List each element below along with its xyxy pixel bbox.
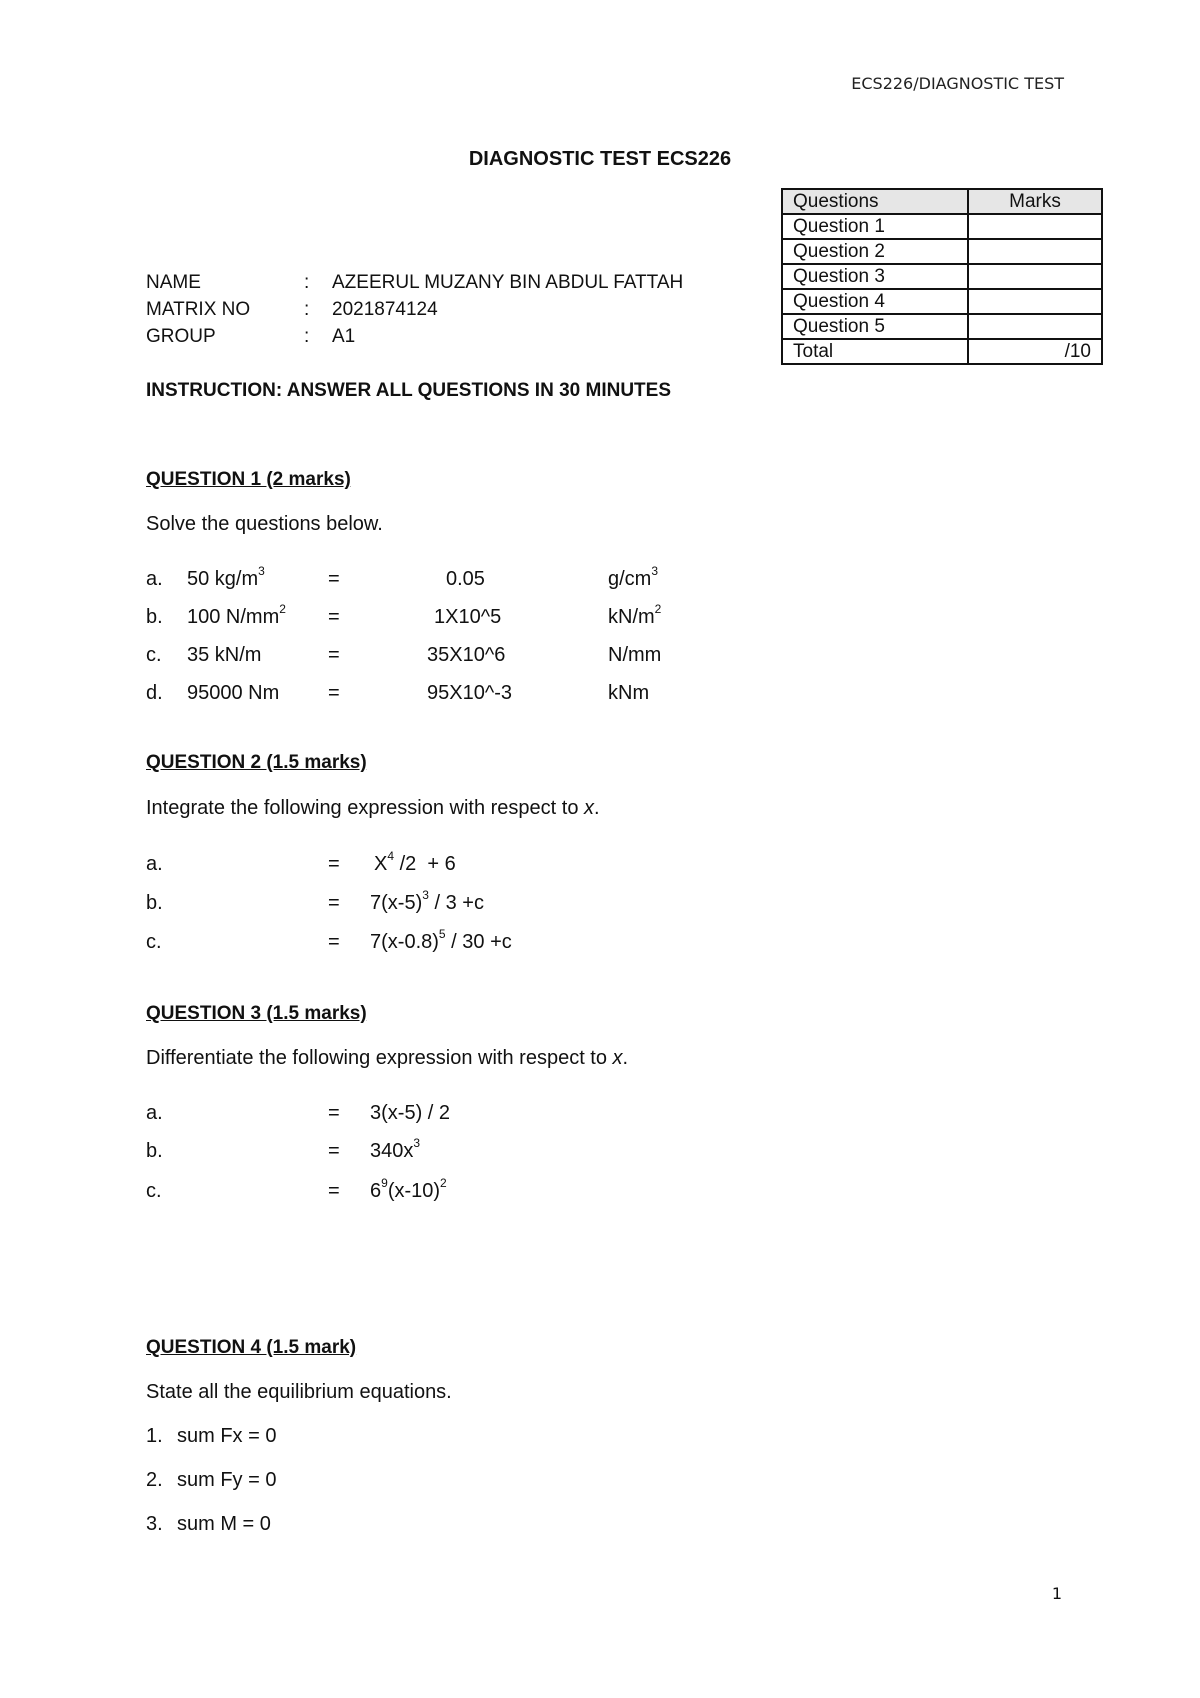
item-answer: $340x^3$ — [370, 1136, 421, 1162]
item-number: 2. — [146, 1469, 163, 1491]
item-answer: $6^9(x-10)^2$ — [370, 1176, 447, 1202]
q4-heading: QUESTION 4 (1.5 mark) — [146, 1337, 357, 1358]
q3-heading: QUESTION 3 (1.5 marks) — [146, 1003, 367, 1024]
item-lhs: 50 $kg/m^3$ — [187, 564, 265, 590]
marks-header: Marks — [968, 189, 1102, 214]
mark-cell — [968, 264, 1102, 289]
item-letter: c. — [146, 1180, 162, 1202]
item-lhs: 95000 Nm — [187, 682, 280, 704]
item-lhs: 35 kN/m — [187, 644, 262, 666]
mark-cell — [968, 289, 1102, 314]
item-unit: N/mm — [608, 644, 662, 666]
item-unit: $kN/m^2$ — [608, 602, 662, 628]
q2-heading: QUESTION 2 (1.5 marks) — [146, 752, 367, 773]
item-equals: = — [328, 682, 340, 704]
item-equals: = — [328, 568, 340, 590]
item-letter: b. — [146, 606, 163, 628]
table-row — [782, 314, 1102, 339]
name-colon: : — [304, 272, 310, 293]
total-value: /10 — [968, 339, 1102, 364]
mark-cell — [968, 314, 1102, 339]
item-unit: kNm — [608, 682, 650, 704]
item-answer: $7(x-0.8)^5 / 30 +c$ — [370, 927, 512, 953]
item-unit: $g/cm^3$ — [608, 564, 659, 590]
item-equals: = — [328, 644, 340, 666]
item-text: sum Fy = 0 — [177, 1469, 277, 1491]
table-row — [782, 264, 1102, 289]
question-cell: Question 3 — [782, 264, 968, 289]
item-letter: b. — [146, 1140, 163, 1162]
item-answer: 1X10^5 — [434, 606, 502, 628]
group-label: GROUP — [146, 326, 216, 347]
page-header: ECS226/DIAGNOSTIC TEST — [851, 74, 1064, 93]
item-equals: = — [328, 606, 340, 628]
mark-cell — [968, 239, 1102, 264]
total-row — [782, 339, 1102, 364]
q1-heading: QUESTION 1 (2 marks) — [146, 469, 351, 490]
name-value: AZEERUL MUZANY BIN ABDUL FATTAH — [332, 272, 684, 293]
item-equals: = — [328, 853, 340, 875]
item-answer: $7(x-5)^3 / 3 +c$ — [370, 888, 484, 914]
q1-prompt: Solve the questions below. — [146, 513, 383, 535]
table-row — [782, 239, 1102, 264]
question-cell: Question 5 — [782, 314, 968, 339]
marks-table-header — [782, 189, 1102, 214]
item-number: 1. — [146, 1425, 163, 1447]
item-equals: = — [328, 1102, 340, 1124]
item-letter: a. — [146, 1102, 163, 1124]
item-letter: d. — [146, 682, 163, 704]
q3-prompt: Differentiate the following expression with respect to x. — [146, 1047, 629, 1069]
item-answer: $X^4$ /2 + 6 — [374, 849, 456, 875]
question-cell: Question 1 — [782, 214, 968, 239]
page-number: 1 — [1051, 1584, 1062, 1603]
document-title: DIAGNOSTIC TEST ECS226 — [468, 148, 732, 170]
name-label: NAME — [146, 272, 201, 293]
marks-table — [781, 188, 1103, 365]
item-text: sum M = 0 — [177, 1513, 271, 1535]
q2-prompt: Integrate the following expression with respect to x. — [146, 797, 600, 819]
matrix-value: 2021874124 — [332, 299, 438, 320]
matrix-colon: : — [304, 299, 310, 320]
item-answer: 35X10^6 — [427, 644, 506, 666]
table-row — [782, 289, 1102, 314]
table-row — [782, 214, 1102, 239]
item-answer: 3(x-5) / 2 — [370, 1102, 451, 1124]
item-letter: a. — [146, 568, 163, 590]
group-colon: : — [304, 326, 310, 347]
questions-header: Questions — [782, 189, 968, 214]
item-letter: b. — [146, 892, 163, 914]
total-label: Total — [782, 339, 968, 364]
matrix-label: MATRIX NO — [146, 299, 251, 320]
item-answer: 0.05 — [446, 568, 485, 590]
question-cell: Question 2 — [782, 239, 968, 264]
q4-prompt: State all the equilibrium equations. — [146, 1381, 452, 1403]
mark-cell — [968, 214, 1102, 239]
item-equals: = — [328, 892, 340, 914]
item-letter: a. — [146, 853, 163, 875]
item-letter: c. — [146, 931, 162, 953]
item-letter: c. — [146, 644, 162, 666]
item-equals: = — [328, 1140, 340, 1162]
item-text: sum Fx = 0 — [177, 1425, 277, 1447]
group-value: A1 — [332, 326, 356, 347]
item-number: 3. — [146, 1513, 163, 1535]
item-equals: = — [328, 1180, 340, 1202]
item-answer: 95X10^-3 — [427, 682, 512, 704]
question-cell: Question 4 — [782, 289, 968, 314]
instruction: INSTRUCTION: ANSWER ALL QUESTIONS IN 30 MINUTES — [146, 380, 671, 401]
item-lhs: 100 $N/mm^2$ — [187, 602, 286, 628]
item-equals: = — [328, 931, 340, 953]
